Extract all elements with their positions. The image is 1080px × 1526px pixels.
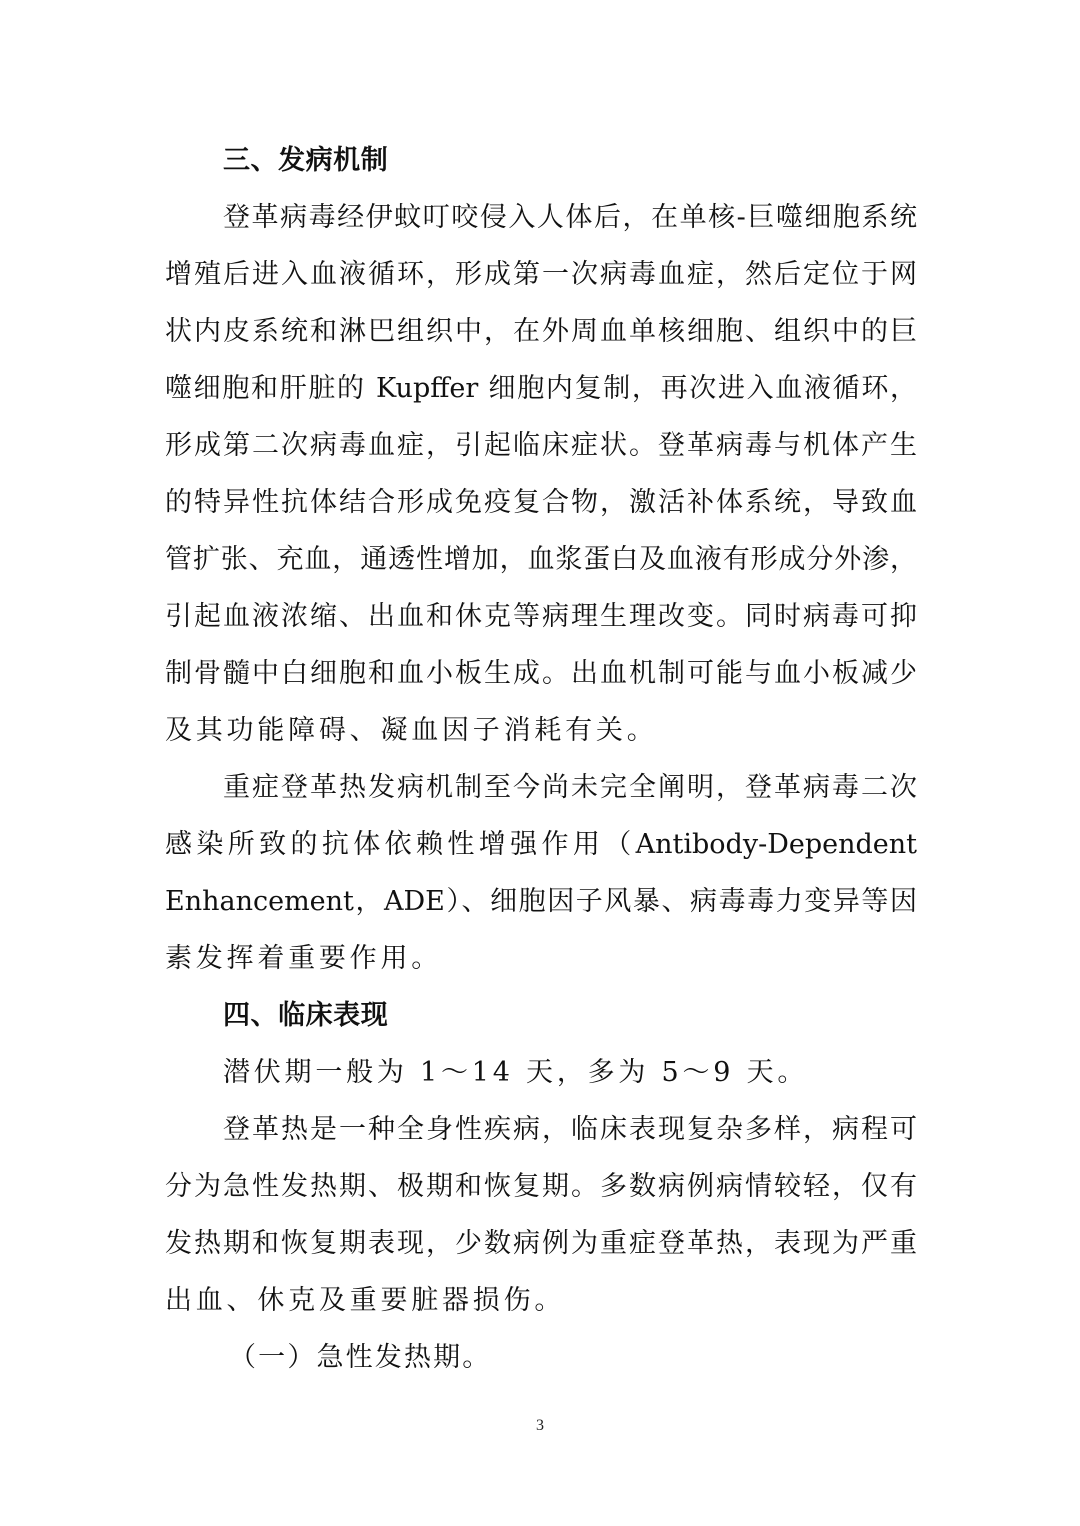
- paragraph-clinical-overview: [165, 1101, 917, 1329]
- text-line: 制骨髓中白细胞和血小板生成。出血机制可能与血小板减少: [165, 658, 917, 689]
- text-line: 潜伏期一般为 1～14 天，多为 5～9 天。: [223, 1057, 809, 1088]
- text-line: 及其功能障碍、凝血因子消耗有关。: [165, 715, 658, 746]
- text-line: 素发挥着重要作用。: [165, 943, 443, 974]
- text-line: 噬细胞和肝脏的 Kupffer 细胞内复制，再次进入血液循环，: [165, 373, 917, 404]
- text-line: 出血、休克及重要脏器损伤。: [165, 1285, 566, 1316]
- document-body: [165, 132, 917, 1386]
- text-line: Enhancement，ADE）、细胞因子风暴、病毒毒力变异等因: [165, 886, 917, 917]
- text-line: 的特异性抗体结合形成免疫复合物，激活补体系统，导致血: [165, 487, 917, 518]
- paragraph-pathogenesis-1: [165, 189, 917, 759]
- text-line: 状内皮系统和淋巴组织中，在外周血单核细胞、组织中的巨: [165, 316, 917, 347]
- text-line: 感染所致的抗体依赖性增强作用（Antibody-Dependent: [165, 829, 917, 860]
- section-heading-clinical-manifestations: 四、临床表现: [223, 1000, 389, 1031]
- paragraph-incubation: [165, 1044, 917, 1101]
- text-line: 重症登革热发病机制至今尚未完全阐明，登革病毒二次: [223, 772, 917, 803]
- text-line: 增殖后进入血液循环，形成第一次病毒血症，然后定位于网: [165, 259, 917, 290]
- text-line: 登革病毒经伊蚊叮咬侵入人体后，在单核-巨噬细胞系统: [223, 202, 917, 233]
- text-line: 登革热是一种全身性疾病，临床表现复杂多样，病程可: [223, 1114, 917, 1145]
- text-line: 发热期和恢复期表现，少数病例为重症登革热，表现为严重: [165, 1228, 917, 1259]
- text-line: 分为急性发热期、极期和恢复期。多数病例病情较轻，仅有: [165, 1171, 917, 1202]
- subheading-acute-febrile-phase: （一）急性发热期。: [229, 1342, 492, 1373]
- paragraph-pathogenesis-2: [165, 759, 917, 987]
- page-number: 3: [536, 1417, 544, 1434]
- text-line: 形成第二次病毒血症，引起临床症状。登革病毒与机体产生: [165, 430, 917, 461]
- text-line: 引起血液浓缩、出血和休克等病理生理改变。同时病毒可抑: [165, 601, 917, 632]
- text-line: 管扩张、充血，通透性增加，血浆蛋白及血液有形成分外渗，: [165, 544, 917, 575]
- section-heading-pathogenesis: 三、发病机制: [223, 145, 389, 176]
